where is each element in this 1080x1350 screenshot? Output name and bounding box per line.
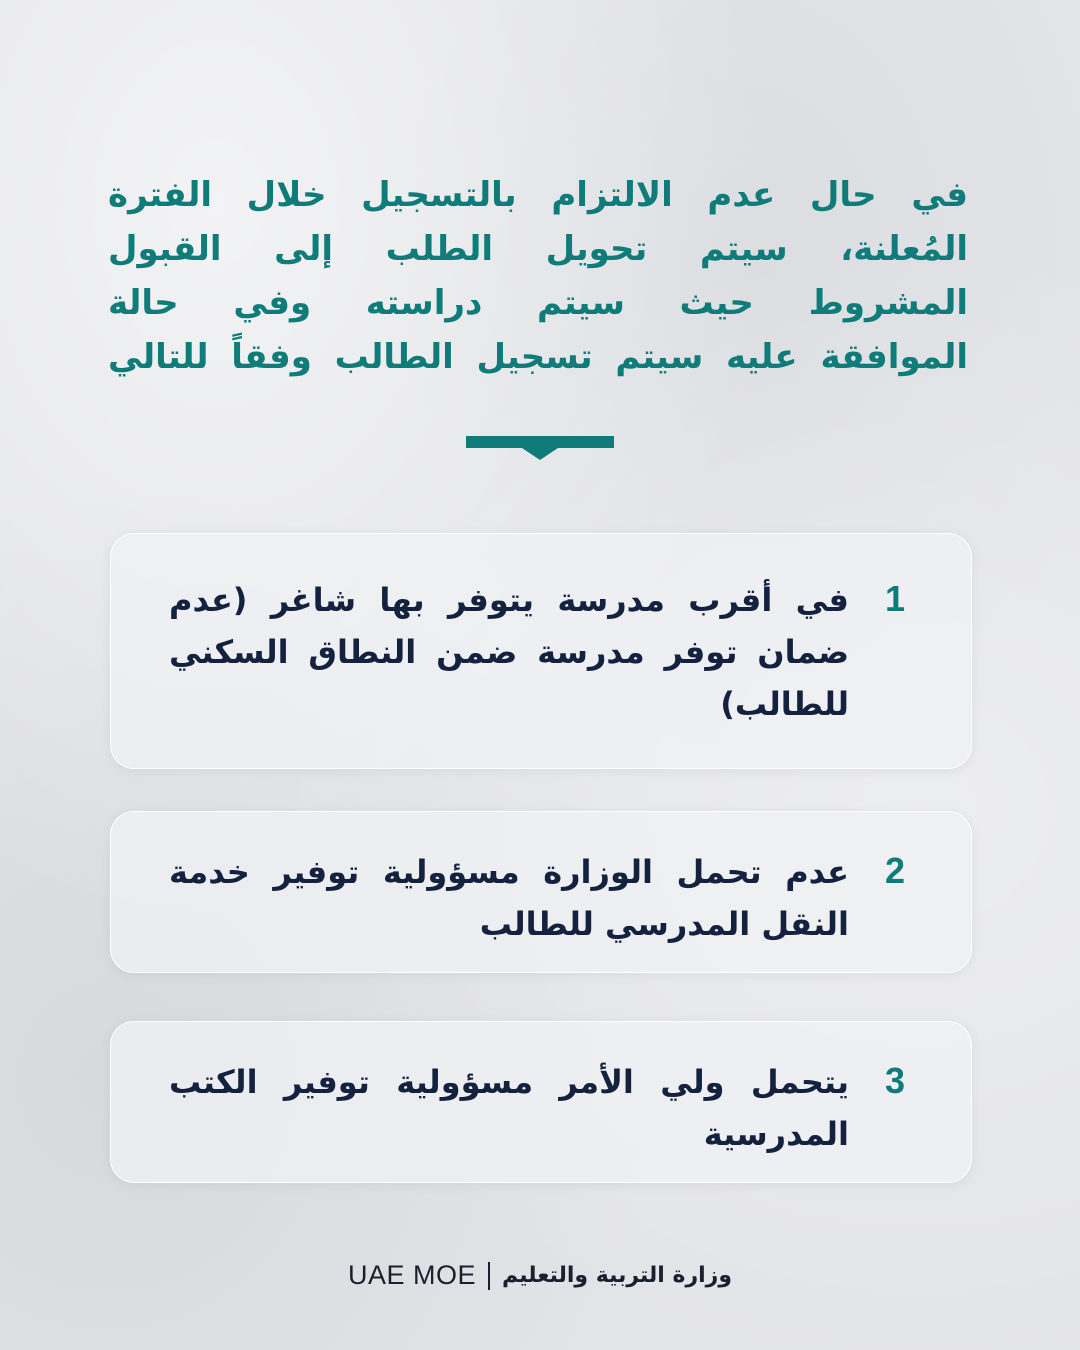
brand-separator (488, 1262, 490, 1290)
brand-name-ar: وزارة التربية والتعليم (502, 1263, 733, 1288)
condition-text: يتحمل ولي الأمر مسؤولية توفير الكتب المدرسية (169, 1063, 849, 1153)
condition-card-2 (110, 811, 972, 973)
brand-name-en: UAE MOE (347, 1260, 477, 1290)
intro-line-2: المُعلنة، سيتم تحويل الطلب إلى القبول (108, 229, 968, 269)
condition-card-3 (110, 1021, 972, 1183)
condition-number: 2 (884, 850, 906, 891)
intro-line-1: في حال عدم الالتزام بالتسجيل خلال الفترة (108, 175, 968, 215)
condition-text: في أقرب مدرسة يتوفر بها شاغر (عدم ضمان توفر مدرسة ضمن النطاق السكني للطالب) (169, 581, 849, 723)
intro-paragraph (108, 168, 968, 384)
intro-line-3: المشروط حيث سيتم دراسته وفي حالة (108, 283, 968, 323)
condition-number: 1 (884, 578, 906, 619)
condition-card-1 (110, 533, 972, 769)
intro-line-4: الموافقة عليه سيتم تسجيل الطالب وفقاً للتالي (108, 337, 968, 377)
condition-text: عدم تحمل الوزارة مسؤولية توفير خدمة النقل المدرسي للطالب (169, 853, 849, 943)
open-book-divider-icon (466, 434, 614, 464)
footer-brand (0, 1260, 1080, 1291)
condition-number: 3 (884, 1060, 906, 1101)
